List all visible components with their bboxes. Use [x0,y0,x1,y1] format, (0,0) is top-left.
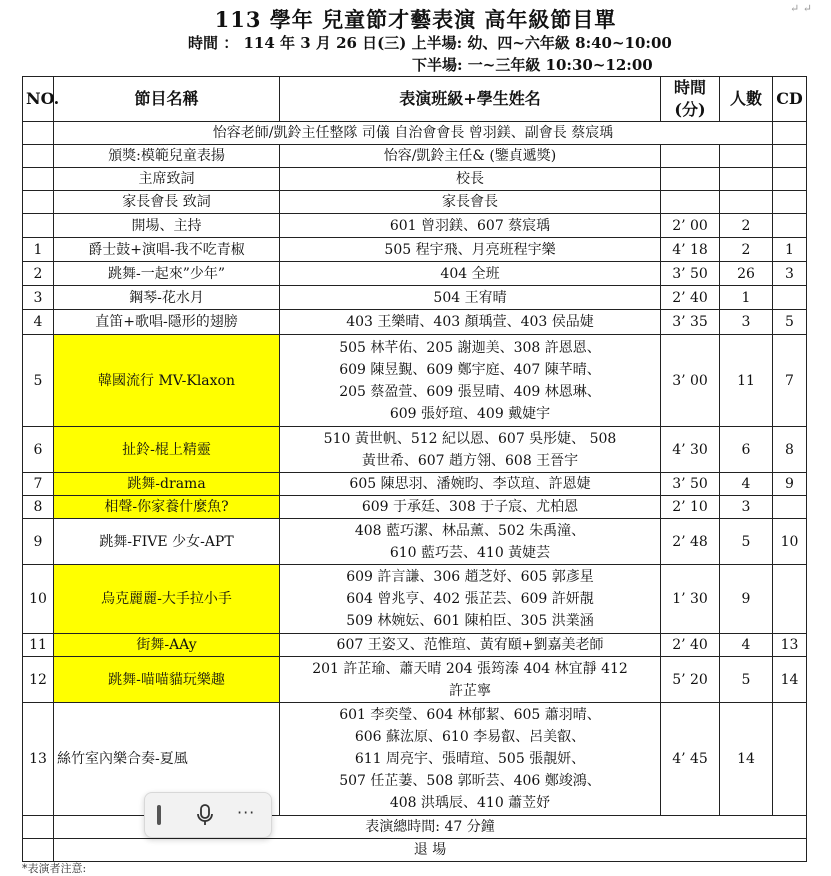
program-name: 絲竹室內樂合奏-夏風 [54,703,280,816]
program-row [23,519,807,565]
performer-line: 505 程宇飛、月亮班程宇樂 [384,241,556,258]
opening-count: 2 [720,214,773,238]
duration: 3’ 00 [661,335,720,427]
performer-line: 黃世希、607 趙方翎、608 王晉宇 [361,452,579,469]
duration: 4’ 18 [661,238,720,262]
performer-count: 3 [720,496,773,519]
col-cd-header: CD [773,77,807,122]
performer-count: 26 [720,262,773,286]
duration: 3’ 50 [661,473,720,496]
performer-line: 610 藍巧芸、410 黃婕芸 [389,544,551,561]
program-row [23,262,807,286]
duration: 2’ 40 [661,634,720,657]
program-row [23,496,807,519]
performer-line: 404 全班 [440,265,500,282]
cd-track [773,565,807,634]
program-row [23,238,807,262]
row-number: 3 [23,286,54,310]
program-table [22,76,807,862]
row-number: 6 [23,427,54,473]
row-number: 1 [23,238,54,262]
performer-line: 607 王姿又、范惟瑄、黃宥頤+劉嘉美老師 [336,637,604,653]
opening-cd [773,214,807,238]
schedule-line-1: 時間 ： 114 年 3 月 26 日(三) 上半場: 幼、四~六年級 8:40~10:00 [188,34,672,52]
row-number: 7 [23,473,54,496]
duration: 1’ 30 [661,565,720,634]
performer-line: 509 林婉妘、601 陳柏臣、305 洪業涵 [346,613,594,629]
pre-row-parent [23,191,807,214]
performer-line: 505 林芊佑、205 謝迦美、308 許恩恩、 [339,339,601,356]
cd-track [773,703,807,816]
performers-cell [280,286,661,310]
performers-cell [280,519,661,565]
performers-cell [280,427,661,473]
parent-name: 家長會長 致詞 [54,191,280,214]
cd-track: 8 [773,427,807,473]
performer-count: 1 [720,286,773,310]
performers-cell [280,473,661,496]
row-number: 13 [23,703,54,816]
footer-note: *表演者注意: [22,862,87,875]
performer-count: 2 [720,238,773,262]
bar-icon[interactable] [157,805,161,825]
program-name: 相聲-你家養什麼魚? [54,496,280,519]
award-performers: 怡容/凱鈴主任& (鑒貞遞獎) [280,145,661,168]
program-row [23,657,807,703]
program-row [23,335,807,427]
performer-line: 408 藍巧潔、林品薰、502 朱禹潼、 [354,522,586,539]
duration: 3’ 50 [661,262,720,286]
performer-count: 5 [720,519,773,565]
performer-line: 510 黃世帆、512 紀以恩、607 吳彤婕、 508 [323,430,617,447]
col-count-header: 人數 [720,77,773,122]
duration: 2’ 40 [661,286,720,310]
performer-line: 403 王樂晴、403 顏瑀萱、403 侯品婕 [346,314,594,330]
performer-count: 3 [720,310,773,335]
performers-cell [280,310,661,335]
cd-track: 13 [773,634,807,657]
performers-cell [280,335,661,427]
opening-name: 開場、主持 [54,214,280,238]
performer-count: 9 [720,565,773,634]
principal-name: 主席致詞 [54,168,280,191]
exit-row [23,839,807,862]
performer-line: 609 陳昱覲、609 鄭宇庭、407 陳芊晴、 [339,361,601,378]
performers-cell [280,634,661,657]
performer-line: 606 蘇汯原、610 李易叡、呂美叡、 [354,729,586,745]
program-row [23,565,807,634]
more-options-icon[interactable]: ··· [237,803,256,822]
program-name: 跳舞-喵喵貓玩樂趣 [54,657,280,703]
pre-row-host [23,122,807,145]
total-time: 表演總時間: 47 分鐘 [54,816,807,839]
program-row [23,703,807,816]
performer-line: 205 蔡盈萱、609 張昱晴、409 林恩琳、 [339,383,601,400]
dictation-toolbar [144,792,272,838]
total-row [23,816,807,839]
performer-line: 504 王宥晴 [433,289,507,306]
performer-line: 許芷寧 [449,682,491,699]
pre-row-principal [23,168,807,191]
program-name: 直笛+歌唱-隱形的翅膀 [54,310,280,335]
col-performers-header: 表演班級+學生姓名 [280,77,661,122]
row-number: 9 [23,519,54,565]
program-name: 街舞-AAy [54,634,280,657]
performer-line: 604 曾兆亨、402 張芷芸、609 許妍靚 [346,591,594,607]
performers-cell [280,657,661,703]
row-number: 2 [23,262,54,286]
performer-line: 605 陳思羽、潘婉昀、李苡瑄、許恩婕 [349,476,591,492]
cd-track [773,286,807,310]
program-row [23,634,807,657]
cd-track: 7 [773,335,807,427]
award-name: 頒獎:模範兒童表揚 [54,145,280,168]
row-number: 8 [23,496,54,519]
pre-row-opening [23,214,807,238]
cd-track: 5 [773,310,807,335]
performer-count: 11 [720,335,773,427]
program-row [23,286,807,310]
row-number: 12 [23,657,54,703]
cd-track: 9 [773,473,807,496]
performer-line: 601 李奕瑩、604 林郁絜、605 蕭羽晴、 [339,707,601,723]
performer-count: 14 [720,703,773,816]
duration: 2’ 48 [661,519,720,565]
performers-cell [280,565,661,634]
performer-line: 201 許芷瑜、蕭天晴 204 張筠溱 404 林宜靜 412 [312,660,628,677]
col-no-header: NO. [23,77,54,122]
program-name: 鋼琴-花水月 [54,286,280,310]
performers-cell [280,703,661,816]
principal-performers: 校長 [280,168,661,191]
duration: 3’ 35 [661,310,720,335]
performer-count: 4 [720,473,773,496]
program-row [23,427,807,473]
duration: 2’ 10 [661,496,720,519]
performer-line: 507 任芷萋、508 郭昕芸、406 鄭竣鴻、 [339,773,601,789]
duration: 4’ 45 [661,703,720,816]
opening-time: 2’ 00 [661,214,720,238]
parent-performers: 家長會長 [280,191,661,214]
row-number: 10 [23,565,54,634]
program-name: 扯鈴-棍上精靈 [54,427,280,473]
performer-count: 4 [720,634,773,657]
program-name: 韓國流行 MV-Klaxon [54,335,280,427]
opening-performers: 601 曾羽鎂、607 蔡宸瑀 [280,214,661,238]
row-number: 4 [23,310,54,335]
performers-cell [280,496,661,519]
cd-track: 1 [773,238,807,262]
pre-row-award [23,145,807,168]
performer-line: 408 洪瑀辰、410 蕭苙妤 [389,795,551,811]
program-name: 跳舞-一起來”少年” [54,262,280,286]
col-name-header: 節目名稱 [54,77,280,122]
performer-line: 611 周亮宇、張晴瑄、505 張靚妍、 [354,751,586,767]
mic-icon[interactable] [193,802,217,828]
duration: 4’ 30 [661,427,720,473]
performer-count: 6 [720,427,773,473]
cd-track: 3 [773,262,807,286]
program-name: 跳舞-FIVE 少女-APT [54,519,280,565]
duration: 5’ 20 [661,657,720,703]
performers-cell [280,238,661,262]
paragraph-mark: ↵ ↵ [790,2,812,15]
performer-count: 5 [720,657,773,703]
program-row [23,473,807,496]
program-name: 烏克麗麗-大手拉小手 [54,565,280,634]
col-time-header: 時間 (分) [661,77,720,122]
performers-cell [280,262,661,286]
program-row [23,310,807,335]
cd-track: 14 [773,657,807,703]
performer-line: 609 許言謙、306 趙芝妤、605 郭彥星 [346,569,594,585]
row-number: 11 [23,634,54,657]
header-row [23,77,807,122]
row-number: 5 [23,335,54,427]
program-name: 跳舞-drama [54,473,280,496]
host-note: 怡容老師/凱鈴主任整隊 司儀 自治會會長 曾羽鎂、副會長 蔡宸瑀 [54,122,773,145]
program-title: 113 學年 兒童節才藝表演 高年級節目單 [214,7,617,32]
cd-track [773,496,807,519]
program-name: 爵士鼓+演唱-我不吃青椒 [54,238,280,262]
performer-line: 609 于承廷、308 于子宸、尤柏恩 [361,499,579,515]
cd-track: 10 [773,519,807,565]
exit-label: 退 場 [54,839,807,862]
performer-line: 609 張妤瑄、409 戴婕宇 [389,405,551,422]
schedule-line-2: 下半場: 一~三年級 10:30~12:00 [412,56,653,74]
